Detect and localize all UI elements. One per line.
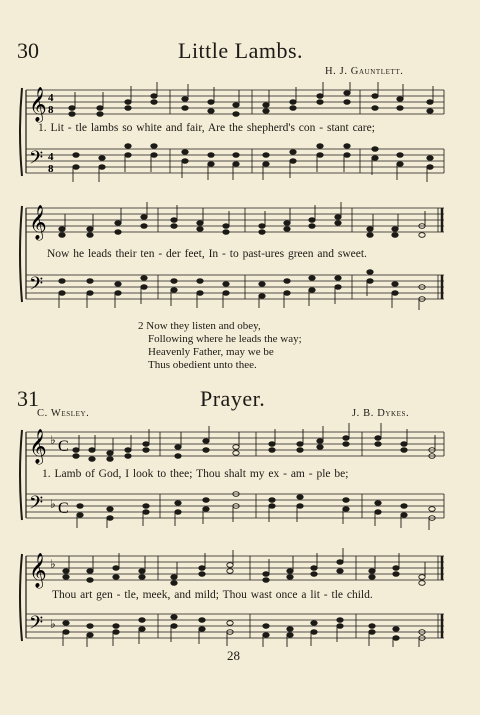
composer-credit: H. J. Gauntlett. [325,66,404,77]
verse-line: Following where he leads the way; [148,333,302,345]
verse-line: Thus obedient unto thee. [148,359,257,371]
author-credit: C. Wesley. [37,408,90,419]
music-system [0,82,480,192]
svg-text:8: 8 [48,163,54,175]
lyric-line: 1. Lit - tle lambs so white and fair, Are the shepherd's con - stant care; [38,122,375,134]
svg-text:𝄞: 𝄞 [29,553,47,588]
verse-line: 2 Now they listen and obey, [138,320,261,332]
hymn-number: 31 [17,386,39,411]
page-number: 28 [227,648,240,663]
lyric-line: Now he leads their ten - der feet, In - to past-ures green and sweet. [47,248,367,260]
svg-text:♭: ♭ [50,433,56,447]
hymn-title: Little Lambs. [178,38,304,63]
composer-credit: J. B. Dykes. [352,408,410,419]
svg-text:𝄢: 𝄢 [29,493,44,518]
lyric-line: 1. Lamb of God, I look to thee; Thou shalt my ex - am - ple be; [42,468,349,480]
verse-2 [138,320,302,372]
verse-line: Heavenly Father, may we be [148,346,274,358]
svg-text:C: C [58,438,69,455]
svg-text:𝄞: 𝄞 [29,205,47,240]
svg-text:4: 4 [48,151,54,163]
svg-text:♭: ♭ [50,497,56,511]
svg-text:𝄢: 𝄢 [29,148,44,173]
svg-text:𝄞: 𝄞 [29,87,47,122]
svg-text:4: 4 [48,92,54,104]
svg-text:♭: ♭ [50,557,56,571]
svg-text:8: 8 [48,104,54,116]
svg-text:𝄢: 𝄢 [29,274,44,299]
svg-text:♭: ♭ [50,617,56,631]
hymn-number: 30 [17,38,39,63]
svg-text:C: C [58,500,69,517]
hymn-title: Prayer. [200,386,266,411]
svg-text:𝄢: 𝄢 [29,613,44,638]
svg-text:𝄞: 𝄞 [29,429,47,464]
lyric-line: Thou art gen - tle, meek, and mild; Thou wast once a lit - tle child. [52,589,373,601]
